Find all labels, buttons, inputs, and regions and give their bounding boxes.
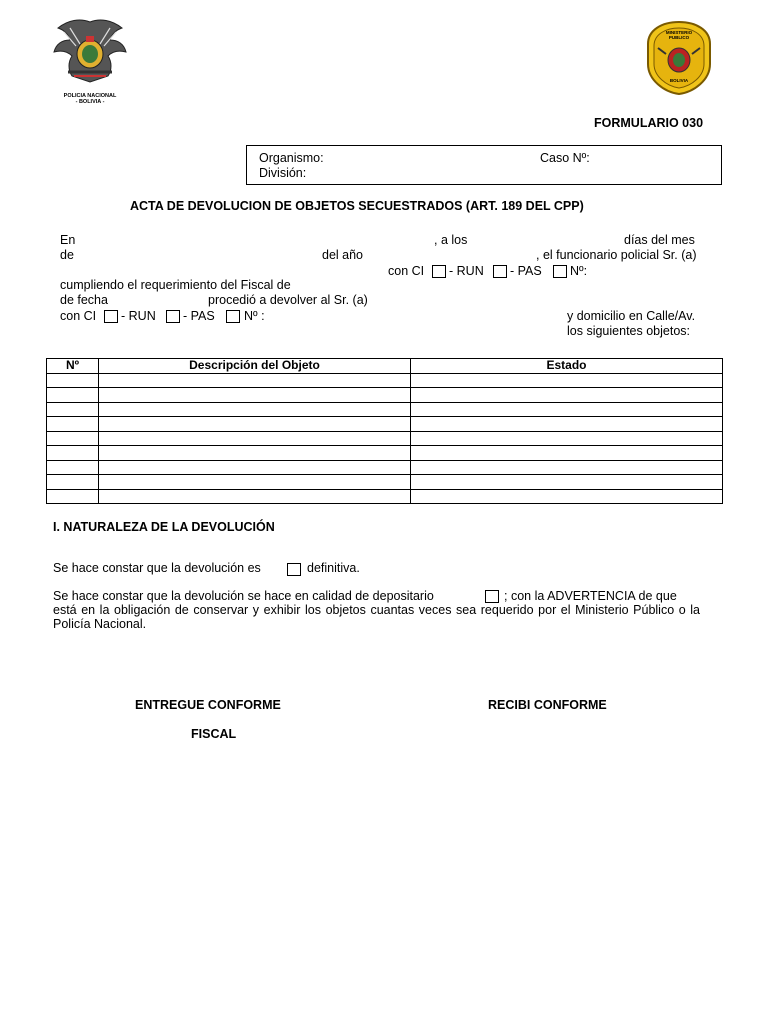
text-nro-2: Nº : [244, 309, 265, 323]
cell-number[interactable] [47, 460, 99, 475]
cell-description[interactable] [99, 417, 411, 432]
pas-checkbox-2[interactable] [226, 310, 240, 323]
pas-checkbox-1[interactable] [553, 265, 567, 278]
text-domicilio: y domicilio en Calle/Av. [567, 309, 696, 323]
section-heading: I. NATURALEZA DE LA DEVOLUCIÓN [53, 520, 275, 534]
cell-number[interactable] [47, 417, 99, 432]
text-run-1: - RUN [449, 264, 484, 278]
cell-number[interactable] [47, 431, 99, 446]
table-row [47, 431, 723, 446]
cell-state[interactable] [411, 388, 723, 403]
column-header-description: Descripción del Objeto [99, 359, 411, 374]
document-title: ACTA DE DEVOLUCION DE OBJETOS SECUESTRADOS (ART. 189 DEL CPP) [130, 199, 584, 213]
text-depositario: Se hace constar que la devolución se hace en calidad de depositario [53, 589, 434, 603]
text-nro-1: Nº: [570, 264, 588, 278]
text-en: En [60, 233, 76, 247]
cell-description[interactable] [99, 489, 411, 504]
cell-state[interactable] [411, 373, 723, 388]
table-row [47, 460, 723, 475]
case-info-box [246, 145, 722, 185]
form-number: FORMULARIO 030 [594, 116, 704, 130]
text-devolucion-es: Se hace constar que la devolución es [53, 561, 261, 575]
objects-table [46, 358, 723, 504]
fiscal-label: FISCAL [191, 727, 237, 741]
cell-number[interactable] [47, 402, 99, 417]
cell-state[interactable] [411, 402, 723, 417]
organismo-label: Organismo: [259, 151, 324, 165]
ministerio-publico-seal [646, 20, 712, 96]
table-row [47, 388, 723, 403]
column-header-state: Estado [411, 359, 723, 374]
table-row [47, 417, 723, 432]
text-procedio: procedió a devolver al Sr. (a) [208, 293, 368, 307]
text-de-fecha: de fecha [60, 293, 108, 307]
table-row [47, 475, 723, 490]
cell-state[interactable] [411, 446, 723, 461]
depositario-checkbox[interactable] [485, 590, 499, 603]
cell-description[interactable] [99, 460, 411, 475]
cell-description[interactable] [99, 373, 411, 388]
cell-description[interactable] [99, 388, 411, 403]
cell-number[interactable] [47, 475, 99, 490]
text-del-ano: del año [322, 248, 364, 262]
cell-description[interactable] [99, 402, 411, 417]
definitiva-checkbox[interactable] [287, 563, 301, 576]
text-definitiva: definitiva. [307, 561, 360, 575]
cell-state[interactable] [411, 489, 723, 504]
logo-caption-line2: - BOLIVIA - [75, 99, 105, 105]
text-run-2: - RUN [121, 309, 156, 323]
seal-text-top: MINISTERIO PUBLICO [665, 30, 693, 40]
seal-text-bottom: BOLIVIA [669, 78, 689, 83]
text-pas-1: - PAS [510, 264, 542, 278]
table-row [47, 489, 723, 504]
run-checkbox-2[interactable] [166, 310, 180, 323]
text-advertencia: ; con la ADVERTENCIA de que [504, 589, 677, 603]
text-de: de [60, 248, 74, 262]
recibi-conforme-label: RECIBI CONFORME [488, 698, 607, 712]
text-pas-2: - PAS [183, 309, 215, 323]
text-con-ci-1: con CI [388, 264, 425, 278]
text-objetos: los siguientes objetos: [567, 324, 690, 338]
cell-number[interactable] [47, 373, 99, 388]
policia-nacional-logo [50, 16, 130, 105]
cell-state[interactable] [411, 460, 723, 475]
cell-state[interactable] [411, 417, 723, 432]
ci-checkbox-1[interactable] [432, 265, 446, 278]
text-a-los: , a los [434, 233, 468, 247]
cell-number[interactable] [47, 489, 99, 504]
run-checkbox-1[interactable] [493, 265, 507, 278]
cell-number[interactable] [47, 446, 99, 461]
cell-description[interactable] [99, 446, 411, 461]
cell-description[interactable] [99, 475, 411, 490]
division-label: División: [259, 166, 307, 180]
table-row [47, 402, 723, 417]
caso-label: Caso Nº: [540, 151, 590, 165]
table-row [47, 373, 723, 388]
text-cumpliendo: cumpliendo el requerimiento del Fiscal de [60, 278, 291, 292]
cell-state[interactable] [411, 431, 723, 446]
text-funcionario: , el funcionario policial Sr. (a) [536, 248, 697, 262]
eagle-emblem-icon [50, 16, 130, 88]
text-dias-del-mes: días del mes [624, 233, 695, 247]
column-header-number: Nº [47, 359, 99, 374]
cell-description[interactable] [99, 431, 411, 446]
table-header-row [47, 359, 723, 374]
table-row [47, 446, 723, 461]
ci-checkbox-2[interactable] [104, 310, 118, 323]
text-obligacion: está en la obligación de conservar y exhibir los objetos cuantas veces sea requerido por el Ministerio Público o la Policía Nacional. [53, 603, 700, 631]
logo-caption-line1: POLICIA NACIONAL [63, 93, 117, 99]
text-con-ci-2: con CI [60, 309, 97, 323]
cell-state[interactable] [411, 475, 723, 490]
entregue-conforme-label: ENTREGUE CONFORME [135, 698, 281, 712]
cell-number[interactable] [47, 388, 99, 403]
